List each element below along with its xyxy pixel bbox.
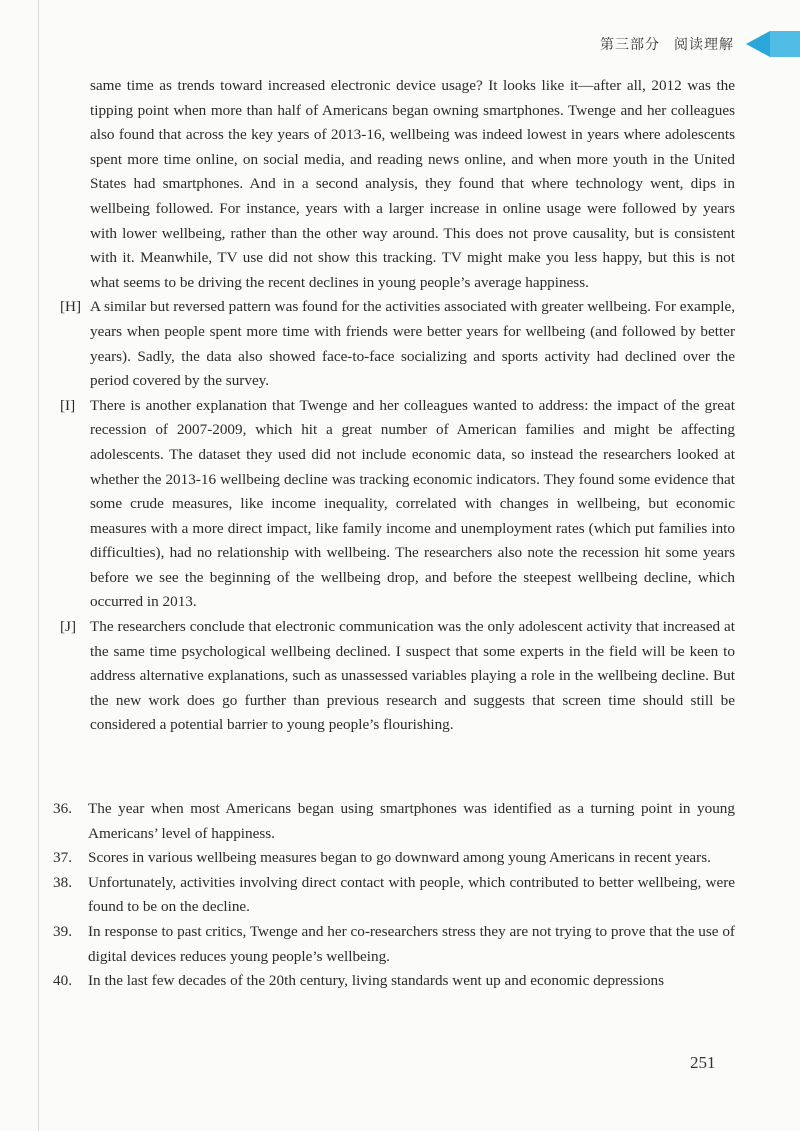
question-text: Scores in various wellbeing measures began to go downward among young Americans in recent years. [88, 849, 711, 867]
header-section: 第三部分 [600, 37, 660, 53]
question-text: In response to past critics, Twenge and her co-researchers stress they are not trying to prove that the use of digital devices reduces young people’s wellbeing. [88, 922, 735, 965]
question-item [53, 969, 735, 994]
paragraph-text: There is another explanation that Twenge and her colleagues wanted to address: the impact of the great recession of 2007-2009, which hit a great number of American families and might be affecting adolescents. The dataset they used did not include economic data, so instead the researchers looked at whether the 2013-16 wellbeing decline was tracking economic indicators. They found some evidence that some crude measures, like income inequality, correlated with changes in wellbeing, but economic measures with a more direct impact, like family income and unemployment rates (which put families into difficulties), had no relationship with wellbeing. The researchers also note the recession hit some years before we see the beginning of the wellbeing drop, and before the steepest wellbeing decline, which occurred in 2013. [90, 396, 735, 611]
binding-margin-line [38, 0, 39, 1131]
header-tab-marker [770, 31, 800, 57]
paragraph-marker: [I] [60, 396, 76, 414]
header-title: 阅读理解 [674, 37, 734, 53]
passage-paragraph-j [60, 615, 735, 738]
page-header [600, 28, 800, 60]
question-item [53, 920, 735, 969]
question-item [53, 871, 735, 920]
paragraph-marker: [J] [60, 618, 77, 636]
passage-paragraph-i [60, 394, 735, 615]
header-text [600, 34, 734, 54]
question-number: 39. [53, 922, 72, 940]
paragraph-marker: [H] [60, 298, 82, 316]
question-number: 37. [53, 849, 72, 867]
header-arrow-icon [746, 31, 770, 57]
question-text: Unfortunately, activities involving direct contact with people, which contributed to better wellbeing, were found to be on the decline. [88, 873, 735, 916]
passage [60, 74, 735, 738]
question-text: In the last few decades of the 20th century, living standards went up and economic depressions [88, 972, 664, 990]
question-text: The year when most Americans began using smartphones was identified as a turning point in young Americans’ level of happiness. [88, 800, 735, 842]
question-item [53, 846, 735, 871]
question-list [53, 797, 735, 994]
question-number: 38. [53, 873, 72, 891]
paragraph-text: The researchers conclude that electronic communication was the only adolescent activity that increased at the same time psychological wellbeing declined. I suspect that some experts in the field will be keen to address alternative explanations, such as unassessed variables playing a role in the wellbeing decline. But the new work does go further than previous research and suggests that screen time should still be considered a potential barrier to young people’s flourishing. [90, 618, 735, 734]
question-item [53, 797, 735, 846]
passage-paragraph-h [60, 295, 735, 393]
paragraph-text: A similar but reversed pattern was found for the activities associated with greater wellbeing. For example, years when people spent more time with friends were better years for wellbeing (and followed by better years). Sadly, the data also showed face-to-face socializing and sports activity had declined over the period covered by the survey. [90, 298, 735, 390]
page-number: 251 [690, 1053, 716, 1072]
question-number: 36. [53, 800, 72, 817]
question-number: 40. [53, 972, 72, 990]
passage-continued-paragraph: same time as trends toward increased electronic device usage? It looks like it—after all, 2012 was the tipping point when more than half of Americans began owning smartphones. Twenge and her colleagues also found that across the key years of 2013-16, wellbeing was indeed lowest in years where adolescents spent more time online, on social media, and reading news online, and when more youth in the United States had smartphones. And in a second analysis, they found that where technology went, dips in wellbeing followed. For instance, years with a larger increase in online usage were followed by years with lower wellbeing, rather than the other way around. This does not prove causality, but is consistent with it. Meanwhile, TV use did not show this tracking. TV might make you less happy, but this is not what seems to be driving the recent declines in young people’s average happiness. [90, 77, 735, 291]
